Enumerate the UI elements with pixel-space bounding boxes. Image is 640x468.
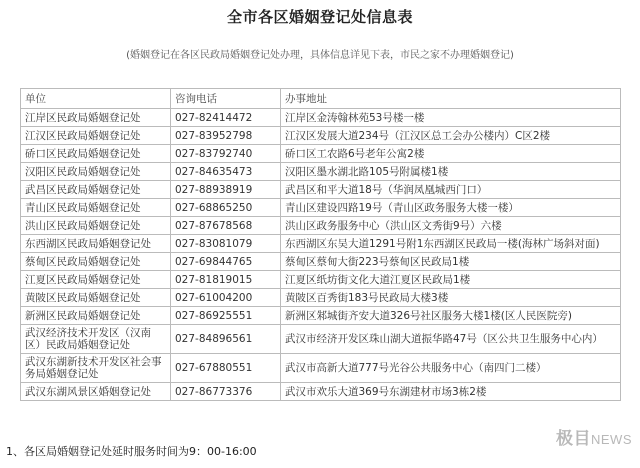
- page-subtitle: (婚姻登记在各区民政局婚姻登记处办理，具体信息详见下表，市民之家不办理婚姻登记): [126, 50, 514, 61]
- unit-cell: 东西湖区民政局婚姻登记处: [21, 235, 171, 253]
- table-row: [21, 163, 621, 181]
- unit-cell: 江夏区民政局婚姻登记处: [21, 271, 171, 289]
- table-row: [21, 325, 621, 354]
- registry-table: [20, 88, 621, 401]
- unit-cell: 洪山区民政局婚姻登记处: [21, 217, 171, 235]
- address-cell: 武昌区和平大道18号（华润凤凰城西门口）: [281, 181, 621, 199]
- footnote: 1、各区局婚姻登记处延时服务时间为9：00-16:00: [6, 445, 257, 458]
- unit-cell: 黄陂区民政局婚姻登记处: [21, 289, 171, 307]
- table-row: [21, 253, 621, 271]
- unit-cell: 武汉东湖风景区婚姻登记处: [21, 383, 171, 401]
- unit-cell: 汉阳区民政局婚姻登记处: [21, 163, 171, 181]
- unit-cell: 武汉东湖新技术开发区社会事务局婚姻登记处: [21, 354, 171, 383]
- table-row: [21, 354, 621, 383]
- table-row: [21, 217, 621, 235]
- news-watermark-logo: [556, 424, 632, 449]
- watermark-brand: 极目: [556, 429, 591, 448]
- phone-cell: 027-83081079: [171, 235, 281, 253]
- unit-cell: 青山区民政局婚姻登记处: [21, 199, 171, 217]
- table-row: [21, 271, 621, 289]
- table-header-row: [21, 89, 621, 109]
- table-row: [21, 235, 621, 253]
- unit-cell: 新洲区民政局婚姻登记处: [21, 307, 171, 325]
- unit-cell: 武昌区民政局婚姻登记处: [21, 181, 171, 199]
- phone-cell: 027-83792740: [171, 145, 281, 163]
- address-cell: 武汉市高新大道777号光谷公共服务中心（南四门二楼）: [281, 354, 621, 383]
- phone-cell: 027-86773376: [171, 383, 281, 401]
- phone-cell: 027-69844765: [171, 253, 281, 271]
- header-unit: 单位: [21, 89, 171, 109]
- address-cell: 武汉市欢乐大道369号东湖建材市场3栋2楼: [281, 383, 621, 401]
- page-title: 全市各区婚姻登记处信息表: [226, 8, 413, 26]
- phone-cell: 027-84896561: [171, 325, 281, 354]
- address-cell: 新洲区邾城街齐安大道326号社区服务大楼1楼(区人民医院旁): [281, 307, 621, 325]
- address-cell: 东西湖区东吴大道1291号附1东西湖区民政局一楼(海林广场斜对面): [281, 235, 621, 253]
- address-cell: 黄陂区百秀街183号民政局大楼3楼: [281, 289, 621, 307]
- unit-cell: 硚口区民政局婚姻登记处: [21, 145, 171, 163]
- table-row: [21, 383, 621, 401]
- table-row: [21, 145, 621, 163]
- address-cell: 硚口区工农路6号老年公寓2楼: [281, 145, 621, 163]
- phone-cell: 027-84635473: [171, 163, 281, 181]
- address-cell: 汉阳区墨水湖北路105号附属楼1楼: [281, 163, 621, 181]
- phone-cell: 027-81819015: [171, 271, 281, 289]
- header-phone: 咨询电话: [171, 89, 281, 109]
- table-row: [21, 109, 621, 127]
- unit-cell: 江岸区民政局婚姻登记处: [21, 109, 171, 127]
- phone-cell: 027-87678568: [171, 217, 281, 235]
- address-cell: 江汉区发展大道234号（江汉区总工会办公楼内）C区2楼: [281, 127, 621, 145]
- table-row: [21, 199, 621, 217]
- address-cell: 青山区建设四路19号（青山区政务服务大楼一楼）: [281, 199, 621, 217]
- phone-cell: 027-67880551: [171, 354, 281, 383]
- address-cell: 江岸区金涛翰林苑53号楼一楼: [281, 109, 621, 127]
- address-cell: 洪山区政务服务中心（洪山区文秀街9号）六楼: [281, 217, 621, 235]
- watermark-news: NEWS: [591, 432, 632, 447]
- unit-cell: 武汉经济技术开发区（汉南区）民政局婚姻登记处: [21, 325, 171, 354]
- table-row: [21, 307, 621, 325]
- unit-cell: 蔡甸区民政局婚姻登记处: [21, 253, 171, 271]
- phone-cell: 027-83952798: [171, 127, 281, 145]
- address-cell: 江夏区纸坊街文化大道江夏区民政局1楼: [281, 271, 621, 289]
- phone-cell: 027-68865250: [171, 199, 281, 217]
- address-cell: 蔡甸区蔡甸大街223号蔡甸区民政局1楼: [281, 253, 621, 271]
- header-address: 办事地址: [281, 89, 621, 109]
- address-cell: 武汉市经济开发区珠山湖大道振华路47号（区公共卫生服务中心内）: [281, 325, 621, 354]
- unit-cell: 江汉区民政局婚姻登记处: [21, 127, 171, 145]
- table-row: [21, 181, 621, 199]
- table-row: [21, 127, 621, 145]
- phone-cell: 027-88938919: [171, 181, 281, 199]
- table-row: [21, 289, 621, 307]
- phone-cell: 027-61004200: [171, 289, 281, 307]
- phone-cell: 027-82414472: [171, 109, 281, 127]
- phone-cell: 027-86925551: [171, 307, 281, 325]
